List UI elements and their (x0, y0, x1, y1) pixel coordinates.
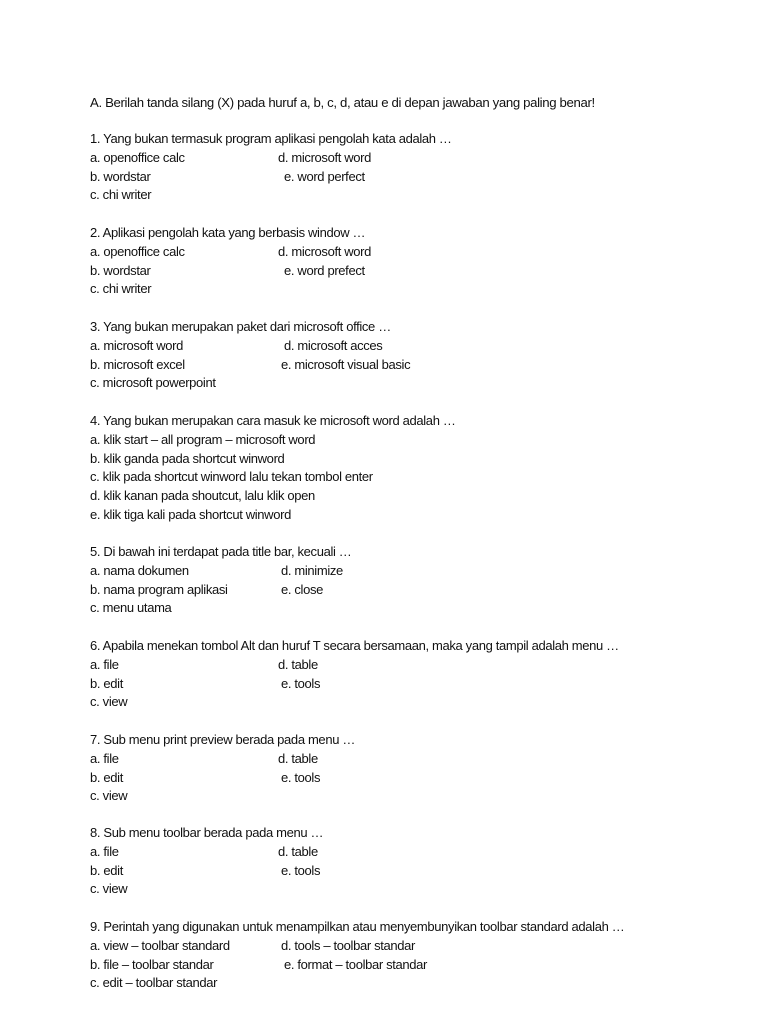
option-d: d. microsoft acces (284, 337, 383, 353)
question-text: 6. Apabila menekan tombol Alt dan huruf T secara bersamaan, maka yang tampil adalah menu … (90, 638, 619, 653)
option-e: e. word perfect (284, 168, 365, 184)
option-b: b. nama program aplikasi (90, 581, 228, 597)
question-text: 9. Perintah yang digunakan untuk menampilkan atau menyembunyikan toolbar standard adalah … (90, 919, 625, 934)
question-7 (90, 731, 730, 806)
option-a: a. file (90, 843, 119, 859)
option-a: a. openoffice calc (90, 149, 185, 165)
question-text: 2. Aplikasi pengolah kata yang berbasis window … (90, 225, 366, 240)
question-3 (90, 318, 730, 393)
option-b: b. microsoft excel (90, 356, 185, 372)
question-9 (90, 918, 730, 993)
question-2 (90, 224, 730, 299)
option-c: c. view (90, 694, 128, 710)
option-c: c. edit – toolbar standar (90, 975, 218, 991)
option-b: b. klik ganda pada shortcut winword (90, 450, 285, 466)
option-b: b. wordstar (90, 168, 151, 184)
option-d: d. table (278, 843, 318, 859)
option-c: c. klik pada shortcut winword lalu tekan tombol enter (90, 469, 373, 485)
option-d: d. table (278, 750, 318, 766)
option-a: a. openoffice calc (90, 243, 185, 259)
option-c: c. view (90, 881, 128, 897)
question-5 (90, 543, 730, 618)
question-text: 1. Yang bukan termasuk program aplikasi pengolah kata adalah … (90, 131, 452, 146)
option-a: a. klik start – all program – microsoft word (90, 431, 316, 447)
question-text: 7. Sub menu print preview berada pada menu … (90, 732, 355, 747)
option-c: c. microsoft powerpoint (90, 375, 216, 391)
option-e: e. close (281, 581, 324, 597)
option-e: e. tools (281, 675, 321, 691)
option-b: b. wordstar (90, 262, 151, 278)
option-a: a. file (90, 750, 119, 766)
question-text: 5. Di bawah ini terdapat pada title bar, kecuali … (90, 544, 352, 559)
option-e: e. word prefect (284, 262, 365, 278)
instruction-text: A. Berilah tanda silang (X) pada huruf a, b, c, d, atau e di depan jawaban yang paling benar! (90, 95, 595, 110)
option-e: e. tools (281, 769, 321, 785)
question-6 (90, 637, 730, 712)
option-d: d. klik kanan pada shoutcut, lalu klik open (90, 488, 315, 504)
option-d: d. microsoft word (278, 149, 372, 165)
option-c: c. menu utama (90, 600, 172, 616)
option-d: d. table (278, 656, 318, 672)
option-d: d. tools – toolbar standar (281, 937, 415, 953)
question-text: 8. Sub menu toolbar berada pada menu … (90, 825, 324, 840)
option-e: e. microsoft visual basic (281, 356, 411, 372)
option-e: e. klik tiga kali pada shortcut winword (90, 506, 291, 522)
option-e: e. format – toolbar standar (284, 956, 428, 972)
option-d: d. minimize (281, 562, 343, 578)
question-text: 4. Yang bukan merupakan cara masuk ke microsoft word adalah … (90, 413, 456, 428)
option-b: b. edit (90, 769, 123, 785)
question-1 (90, 130, 730, 205)
option-b: b. edit (90, 862, 123, 878)
question-4 (90, 412, 730, 525)
option-e: e. tools (281, 862, 321, 878)
option-a: a. file (90, 656, 119, 672)
option-d: d. microsoft word (278, 243, 372, 259)
option-c: c. chi writer (90, 187, 152, 203)
option-b: b. edit (90, 675, 123, 691)
option-a: a. nama dokumen (90, 562, 189, 578)
option-a: a. view – toolbar standard (90, 937, 230, 953)
option-a: a. microsoft word (90, 337, 184, 353)
option-c: c. view (90, 788, 128, 804)
question-8 (90, 824, 730, 899)
option-c: c. chi writer (90, 281, 152, 297)
question-text: 3. Yang bukan merupakan paket dari microsoft office … (90, 319, 391, 334)
option-b: b. file – toolbar standar (90, 956, 214, 972)
